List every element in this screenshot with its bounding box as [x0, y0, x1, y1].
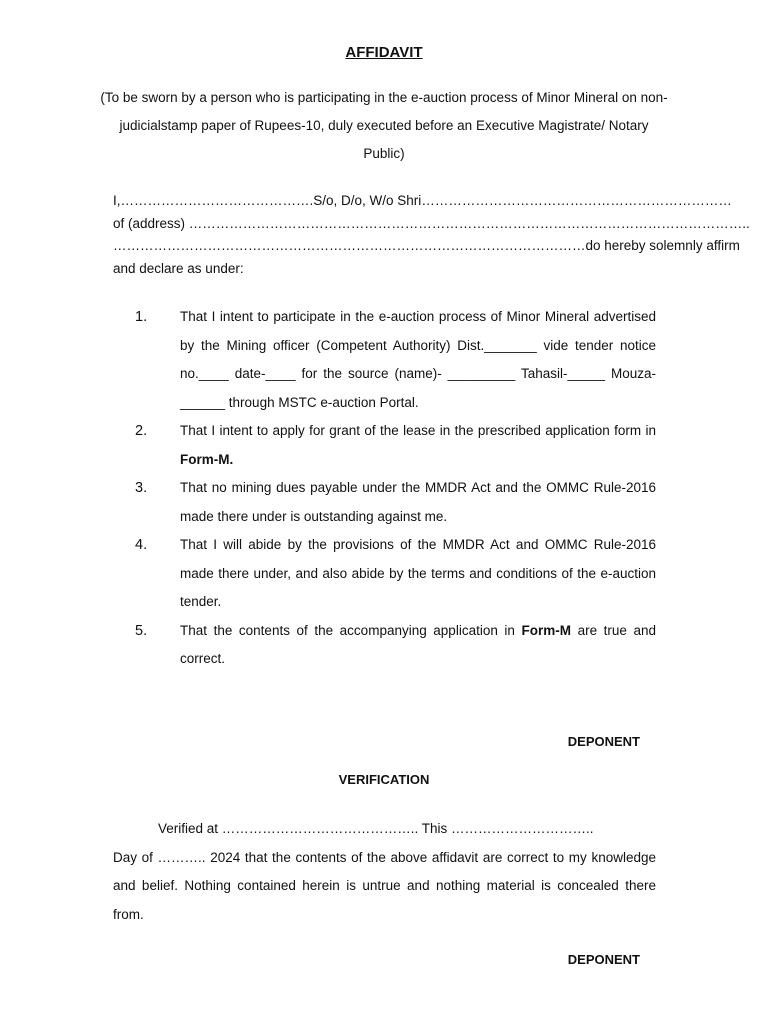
deponent-signature-label: DEPONENT [567, 952, 640, 967]
item-number: 2. [135, 423, 148, 439]
affirm-text: do hereby solemnly affirm [585, 238, 740, 253]
verification-section [113, 815, 656, 929]
document-subtitle: (To be sworn by a person who is participating in the e-auction process of Minor Mineral on non-judicialstamp paper of Rupees-10, duly executed before an Executive Magistrate/ Notary Public) [100, 90, 668, 161]
document-title: AFFIDAVIT [345, 44, 423, 61]
relation-label: S/o, D/o, W/o Shri [313, 193, 422, 208]
address-continuation-blank: …………………………………………………………………………………………… [113, 238, 586, 253]
deponent-signature-label: DEPONENT [567, 734, 640, 749]
list-item [113, 531, 656, 617]
intro-line-3 [113, 235, 740, 258]
item-text: That no mining dues payable under the MMDR Act and the OMMC Rule-2016 made there under is outstanding against me. [180, 480, 656, 524]
item-number: 4. [135, 537, 148, 553]
declarant-details [113, 190, 750, 280]
form-reference: Form-M. [180, 451, 234, 467]
intro-line-4 [113, 258, 656, 281]
item-text: That I intent to participate in the e-auction process of Minor Mineral advertised by the Mining officer (Competent Authority) Dist._______ vide tender notice no.____ date-____ for the source (name)- _________ Tahasil-_____ Mouza- ______ through MSTC e-auction Portal. [180, 309, 656, 410]
list-item [113, 417, 656, 474]
verification-place-line: Verified at …………………………………….. This ………………………….. [158, 821, 594, 836]
list-item [113, 474, 656, 531]
address-line: of (address) …………………………………………………………………………………………………………….. [113, 215, 750, 231]
parent-name-blank: …………………………………………………………… [421, 193, 732, 208]
list-item [113, 617, 656, 674]
item-text: That I intent to apply for grant of the lease in the prescribed application form in Form-M. [180, 423, 656, 467]
intro-line-2 [113, 213, 750, 236]
name-blank: I,……………………………………. [113, 193, 314, 208]
form-reference: Form-M [521, 622, 571, 638]
item-number: 5. [135, 622, 148, 639]
intro-line-1 [113, 190, 732, 213]
item-text: That the contents of the accompanying application in Form-M are true and correct. [180, 622, 657, 666]
item-text: That I will abide by the provisions of the MMDR Act and OMMC Rule-2016 made there under, and also abide by the terms and conditions of the e-auction tender. [180, 537, 656, 609]
verification-title: VERIFICATION [338, 772, 430, 787]
declaration-list [113, 303, 656, 674]
item-number: 1. [135, 309, 148, 325]
declare-text: and declare as under: [113, 260, 244, 276]
verification-body: Day of ……….. 2024 that the contents of the above affidavit are correct to my knowledge and belief. Nothing contained herein is untrue and nothing material is concealed there from. [113, 849, 656, 922]
item-number: 3. [135, 480, 148, 496]
list-item [113, 303, 656, 417]
